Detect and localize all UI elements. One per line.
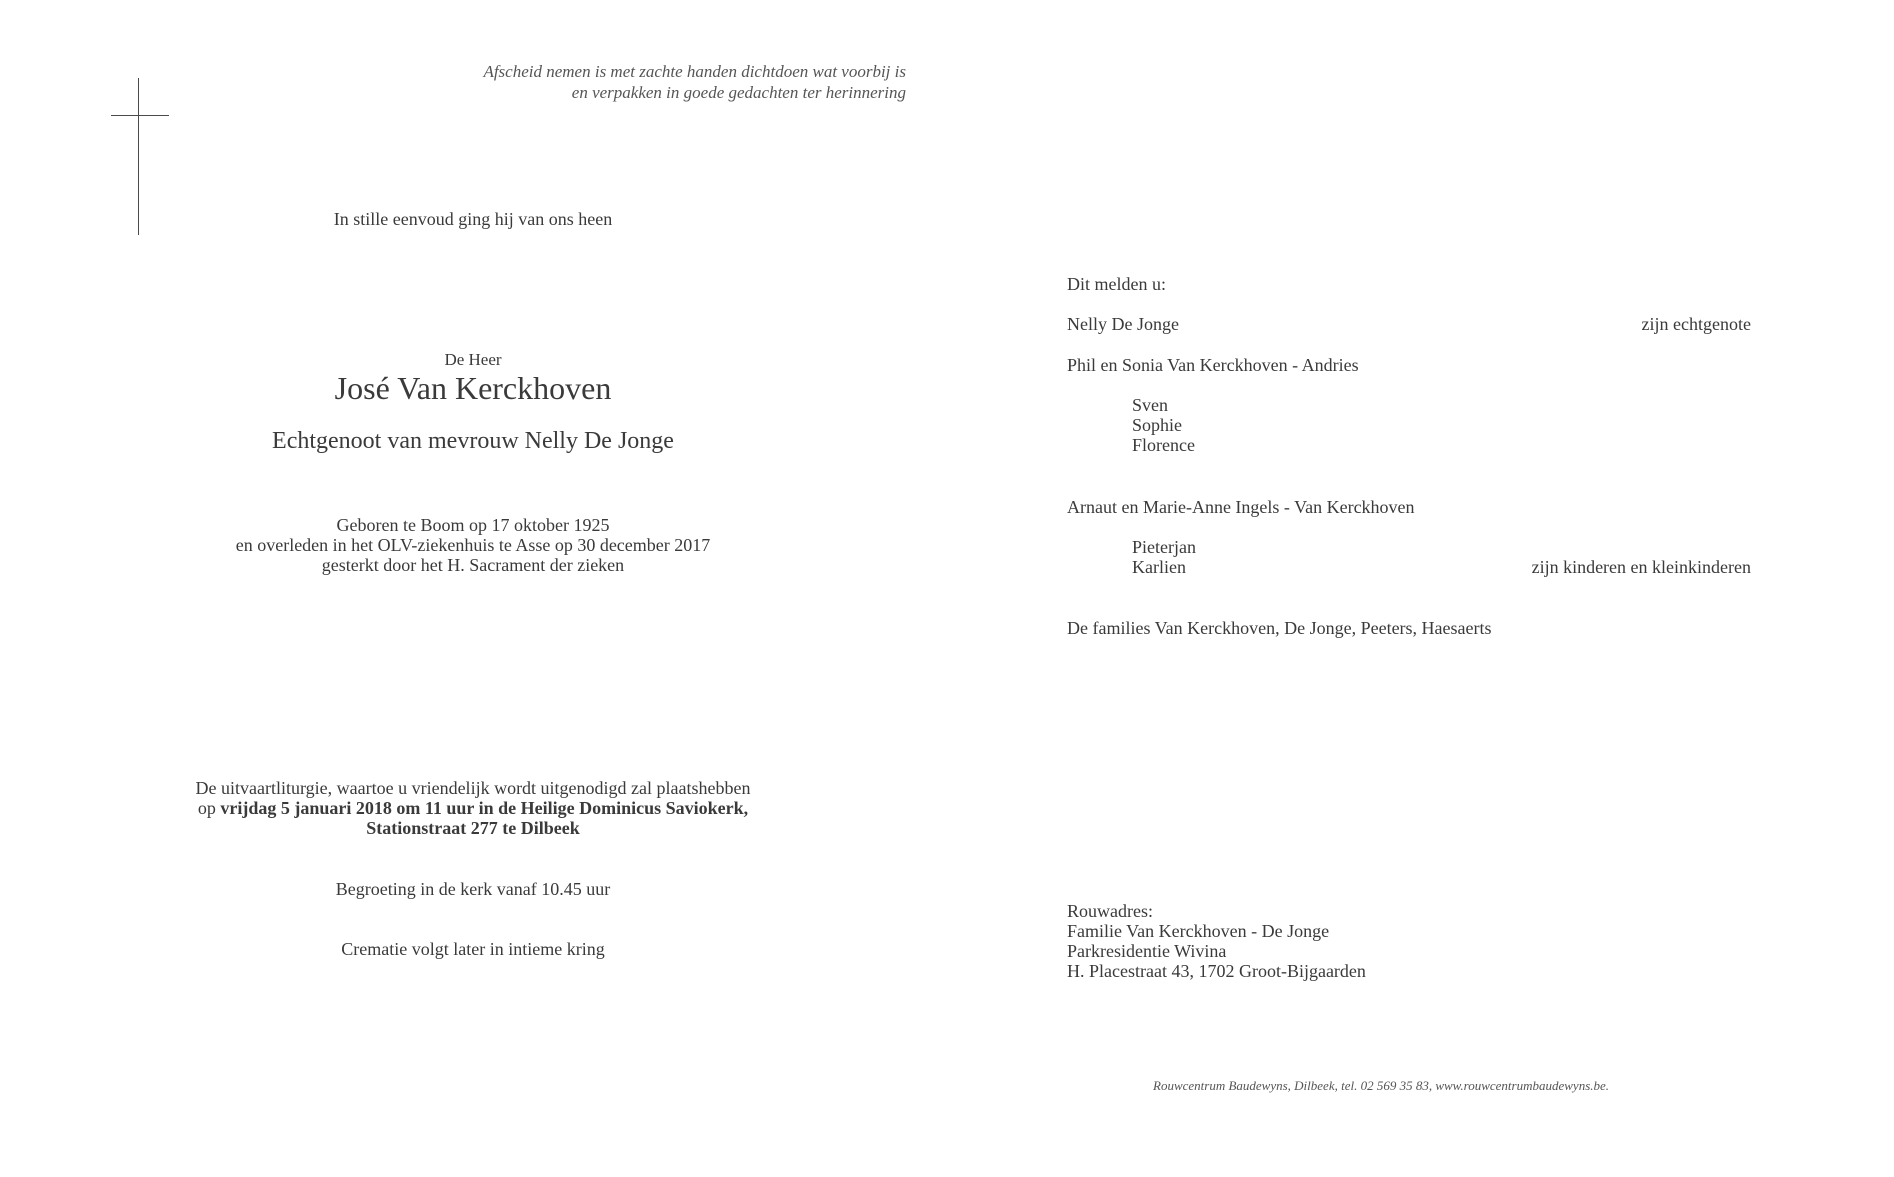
funeral-home-footer: Rouwcentrum Baudewyns, Dilbeek, tel. 02 569 35 83, www.rouwcentrumbaudewyns.be. bbox=[1153, 1078, 1610, 1093]
funeral-line-2-prefix: op bbox=[197, 798, 221, 818]
grandchild-list-item: Sven bbox=[1132, 395, 1168, 415]
grandchild-list-item: Pieterjan bbox=[1132, 537, 1196, 557]
grandchild-list-item: Karlien bbox=[1132, 557, 1186, 577]
children-relation: zijn kinderen en kleinkinderen bbox=[1531, 557, 1751, 577]
grandchild-list-item: Florence bbox=[1132, 435, 1195, 455]
family-2: Arnaut en Marie-Anne Ingels - Van Kerckhoven bbox=[1067, 497, 1415, 517]
deceased-name: José Van Kerckhoven bbox=[334, 370, 612, 406]
honorific: De Heer bbox=[444, 350, 502, 369]
announce-header: Dit melden u: bbox=[1067, 274, 1166, 294]
sacrament-line: gesterkt door het H. Sacrament der zieken bbox=[321, 555, 625, 575]
address-line-3: H. Placestraat 43, 1702 Groot-Bijgaarden bbox=[1067, 961, 1366, 981]
spouse-name: Nelly De Jonge bbox=[1067, 314, 1179, 334]
mourning-address bbox=[1067, 901, 1366, 981]
cross-icon-horizontal bbox=[111, 115, 169, 116]
funeral-datetime-location: vrijdag 5 januari 2018 om 11 uur in de Heilige Dominicus Saviokerk, bbox=[220, 798, 749, 818]
life-details bbox=[123, 515, 823, 575]
funeral-address: Stationstraat 277 te Dilbeek bbox=[366, 818, 580, 838]
death-line: en overleden in het OLV-ziekenhuis te Asse op 30 december 2017 bbox=[235, 535, 711, 555]
grandchild-list-item: Sophie bbox=[1132, 415, 1183, 435]
family-1: Phil en Sonia Van Kerckhoven - Andries bbox=[1067, 355, 1359, 375]
cremation-text: Crematie volgt later in intieme kring bbox=[341, 939, 605, 959]
quote-line-2: en verpakken in goede gedachten ter herinnering bbox=[571, 83, 906, 102]
funeral-line-1: De uitvaartliturgie, waartoe u vriendelijk wordt uitgenodigd zal plaatshebben bbox=[195, 778, 751, 798]
spouse-line: Echtgenoot van mevrouw Nelly De Jonge bbox=[272, 428, 674, 454]
spouse-relation: zijn echtgenote bbox=[1641, 314, 1751, 334]
address-label: Rouwadres: bbox=[1067, 901, 1153, 921]
intro-text: In stille eenvoud ging hij van ons heen bbox=[333, 209, 613, 229]
birth-line: Geboren te Boom op 17 oktober 1925 bbox=[336, 515, 610, 535]
address-line-2: Parkresidentie Wivina bbox=[1067, 941, 1227, 961]
address-line-1: Familie Van Kerckhoven - De Jonge bbox=[1067, 921, 1330, 941]
quote-line-1: Afscheid nemen is met zachte handen dichtdoen wat voorbij is bbox=[483, 62, 906, 81]
funeral-details bbox=[123, 778, 823, 838]
funeral-line-2 bbox=[123, 798, 823, 818]
extended-families: De families Van Kerckhoven, De Jonge, Peeters, Haesaerts bbox=[1067, 618, 1492, 638]
quote bbox=[483, 61, 906, 103]
greeting-text: Begroeting in de kerk vanaf 10.45 uur bbox=[335, 879, 611, 899]
